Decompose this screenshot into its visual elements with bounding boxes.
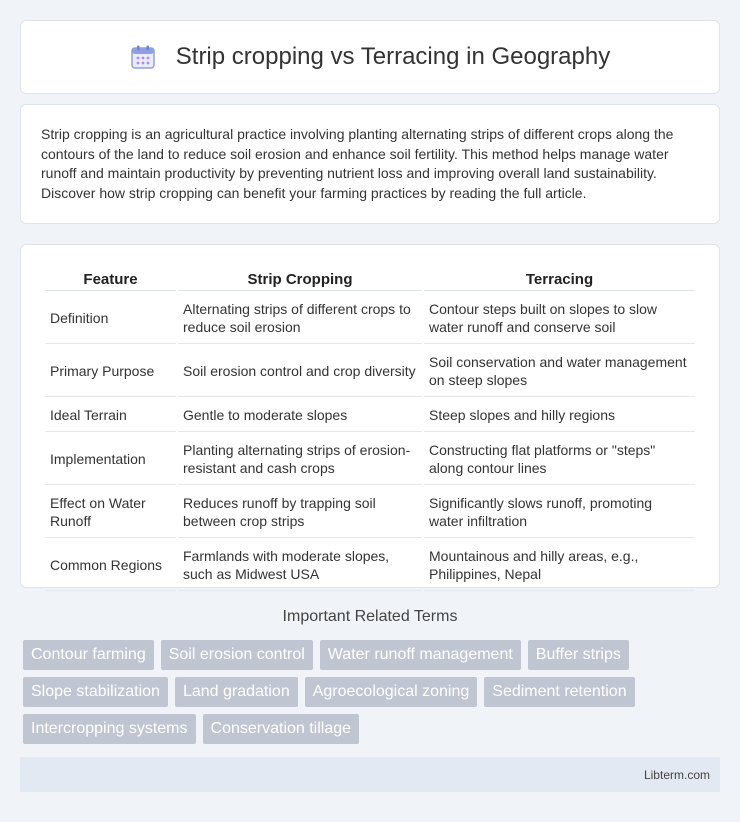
intro-card xyxy=(20,104,720,224)
footer-site-link[interactable]: Libterm.com xyxy=(643,767,710,782)
cell-strip-cropping: Farmlands with moderate slopes, such as Midwest USA xyxy=(178,540,422,591)
tag-conservation-tillage[interactable]: Conservation tillage xyxy=(203,714,360,744)
tag-soil-erosion-control[interactable]: Soil erosion control xyxy=(161,640,313,670)
table-row xyxy=(45,293,695,344)
cell-feature: Common Regions xyxy=(45,540,176,591)
tag-buffer-strips[interactable]: Buffer strips xyxy=(528,640,629,670)
tag-sediment-retention[interactable]: Sediment retention xyxy=(484,677,634,707)
table-row xyxy=(45,540,695,591)
cell-strip-cropping: Planting alternating strips of erosion-resistant and cash crops xyxy=(178,434,422,485)
related-terms-title: Important Related Terms xyxy=(282,608,458,625)
column-header-terracing: Terracing xyxy=(424,267,695,291)
tag-row xyxy=(23,714,723,744)
cell-strip-cropping: Gentle to moderate slopes xyxy=(178,399,422,432)
page-title: Strip cropping vs Terracing in Geography xyxy=(175,43,611,70)
table-header-row xyxy=(45,267,695,291)
table-row xyxy=(45,487,695,538)
table-row xyxy=(45,346,695,397)
cell-terracing: Mountainous and hilly areas, e.g., Philippines, Nepal xyxy=(424,540,695,591)
header-card xyxy=(20,20,720,94)
comparison-table xyxy=(43,265,697,593)
cell-feature: Definition xyxy=(45,293,176,344)
column-header-feature: Feature xyxy=(45,267,176,291)
cell-feature: Implementation xyxy=(45,434,176,485)
tag-water-runoff-management[interactable]: Water runoff management xyxy=(320,640,521,670)
tag-row xyxy=(23,677,723,707)
table-row xyxy=(45,434,695,485)
cell-strip-cropping: Alternating strips of different crops to reduce soil erosion xyxy=(178,293,422,344)
intro-text: Strip cropping is an agricultural practice involving planting alternating strips of different crops along the contours of the land to reduce soil erosion and enhance soil fertility. This method helps manage water runoff and maintain productivity by preventing nutrient loss and improving overall land sustainability. Discover how strip cropping can benefit your farming practices by reading the full article. xyxy=(41,126,674,201)
cell-terracing: Contour steps built on slopes to slow water runoff and conserve soil xyxy=(424,293,695,344)
cell-feature: Effect on Water Runoff xyxy=(45,487,176,538)
tag-land-gradation[interactable]: Land gradation xyxy=(175,677,298,707)
tag-row xyxy=(23,640,723,670)
calendar-icon xyxy=(130,44,156,70)
table-row xyxy=(45,399,695,432)
cell-terracing: Soil conservation and water management on steep slopes xyxy=(424,346,695,397)
tag-intercropping-systems[interactable]: Intercropping systems xyxy=(23,714,196,744)
comparison-table-card xyxy=(20,244,720,588)
tag-contour-farming[interactable]: Contour farming xyxy=(23,640,154,670)
cell-feature: Ideal Terrain xyxy=(45,399,176,432)
cell-terracing: Steep slopes and hilly regions xyxy=(424,399,695,432)
footer xyxy=(20,757,720,792)
cell-strip-cropping: Reduces runoff by trapping soil between crop strips xyxy=(178,487,422,538)
cell-strip-cropping: Soil erosion control and crop diversity xyxy=(178,346,422,397)
cell-feature: Primary Purpose xyxy=(45,346,176,397)
related-terms-list xyxy=(23,640,723,751)
tag-slope-stabilization[interactable]: Slope stabilization xyxy=(23,677,168,707)
tag-agroecological-zoning[interactable]: Agroecological zoning xyxy=(305,677,478,707)
cell-terracing: Constructing flat platforms or "steps" along contour lines xyxy=(424,434,695,485)
column-header-strip-cropping: Strip Cropping xyxy=(178,267,422,291)
cell-terracing: Significantly slows runoff, promoting water infiltration xyxy=(424,487,695,538)
